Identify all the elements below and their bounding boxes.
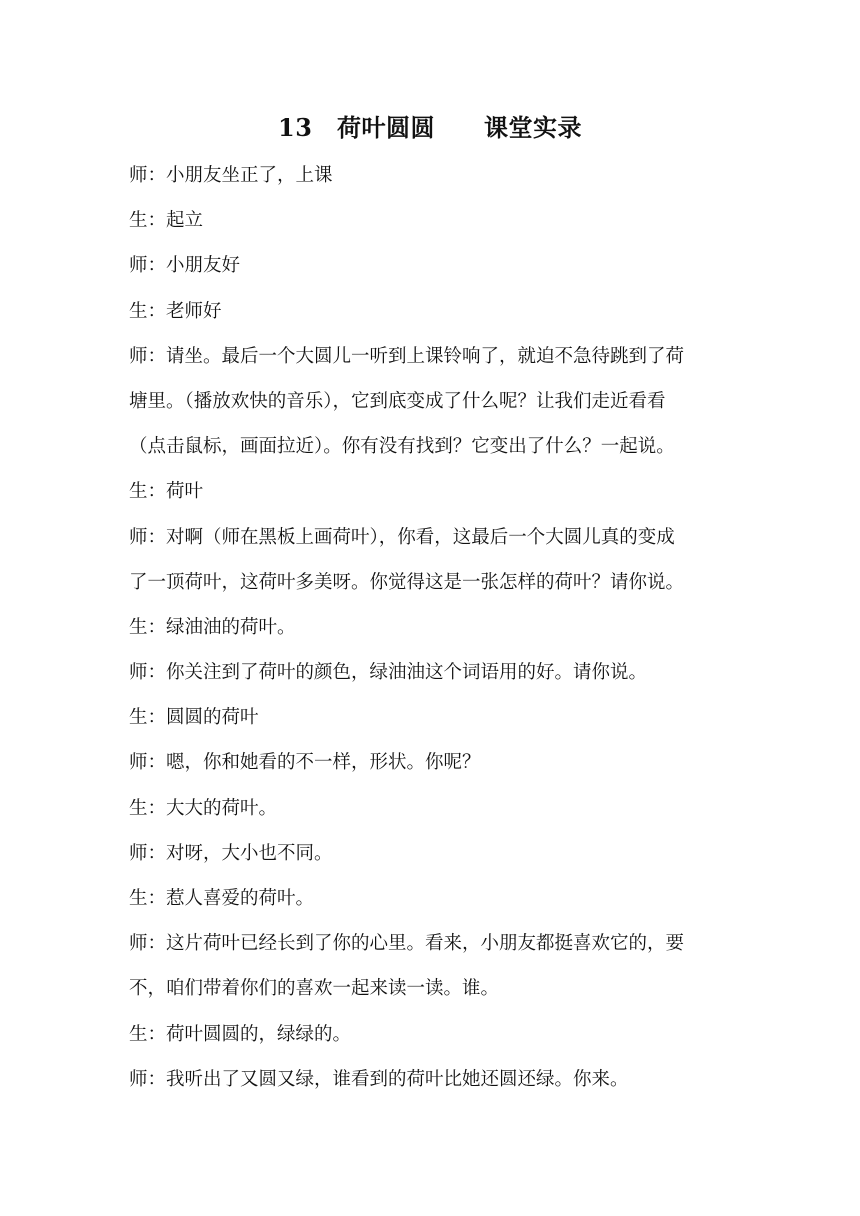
transcript-line: 师：请坐。最后一个大圆儿一听到上课铃响了，就迫不急待跳到了荷 — [129, 345, 685, 367]
transcript-line: 师：小朋友好 — [129, 255, 241, 277]
transcript-line: 了一顶荷叶，这荷叶多美呀。你觉得这是一张怎样的荷叶？请你说。 — [129, 571, 685, 593]
transcript-line: 师：你关注到了荷叶的颜色，绿油油这个词语用的好。请你说。 — [129, 662, 648, 684]
transcript-line: 师：对啊（师在黑板上画荷叶），你看，这最后一个大圆儿真的变成 — [129, 526, 675, 548]
transcript-line: 不，咱们带着你们的喜欢一起来读一读。谁。 — [129, 978, 500, 1000]
transcript-line: 生：老师好 — [129, 300, 222, 322]
transcript-line: 师：小朋友坐正了，上课 — [129, 165, 333, 186]
transcript-line: 生：惹人喜爱的荷叶。 — [129, 888, 315, 909]
transcript-line: 生：起立 — [129, 210, 204, 232]
transcript-line: 师：嗯，你和她看的不一样，形状。你呢？ — [129, 752, 481, 774]
transcript-line: 生：绿油油的荷叶。 — [129, 616, 296, 638]
transcript-line: 生：圆圆的荷叶 — [129, 707, 259, 729]
transcript-line: 师：这片荷叶已经长到了你的心里。看来，小朋友都挺喜欢它的，要 — [129, 933, 685, 955]
transcript-line: 生：荷叶圆圆的，绿绿的。 — [129, 1023, 352, 1045]
document-title: 13 荷叶圆圆 课堂实录 — [278, 113, 582, 142]
transcript-line: 师：我听出了又圆又绿，谁看到的荷叶比她还圆还绿。你来。 — [129, 1068, 629, 1090]
transcript-line: 师：对呀，大小也不同。 — [129, 842, 333, 864]
transcript-line: 生：荷叶 — [129, 481, 204, 503]
transcript-line: 生：大大的荷叶。 — [129, 797, 278, 819]
transcript-body — [129, 153, 735, 1102]
transcript-line: （点击鼠标，画面拉近）。你有没有找到？它变出了什么？一起说。 — [129, 436, 675, 458]
transcript-line: 塘里。（播放欢快的音乐），它到底变成了什么呢？让我们走近看看 — [129, 390, 666, 412]
